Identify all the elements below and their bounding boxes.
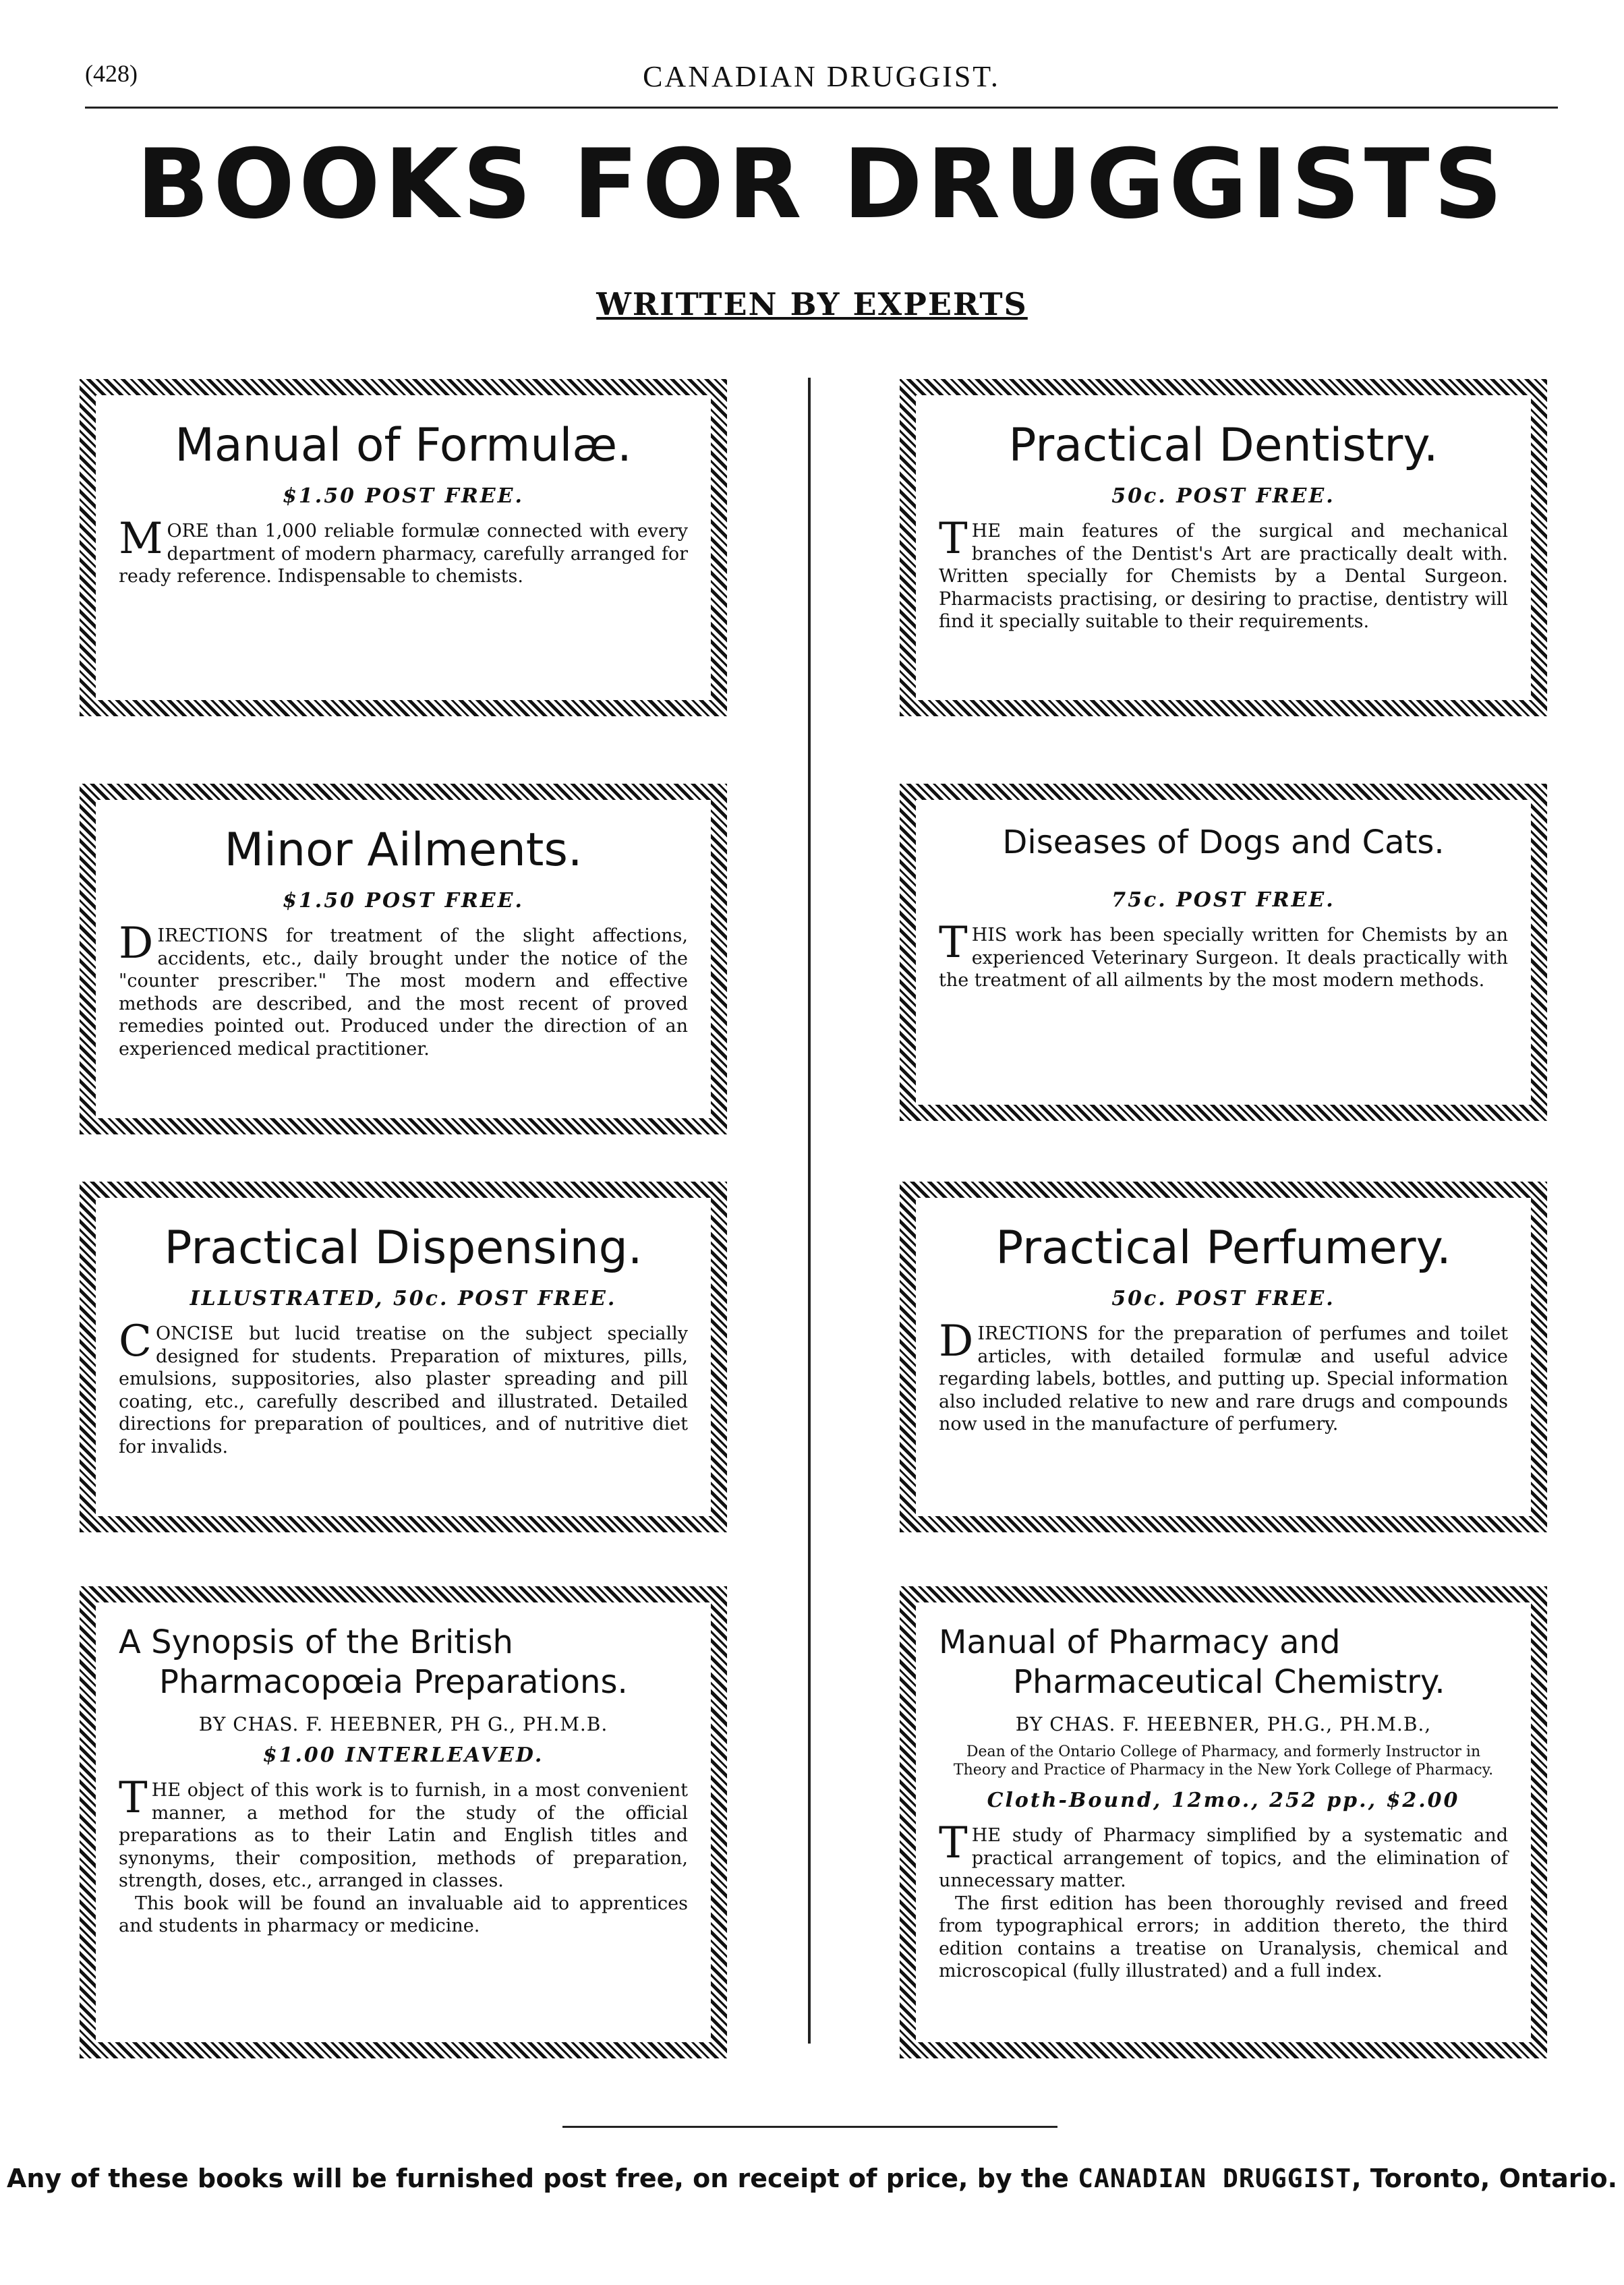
book-description-extra: This book will be found an invaluable aid to apprentices and students in pharmacy or medicine. (119, 1892, 688, 1937)
book-description: DIRECTIONS for the preparation of perfumes and toilet articles, with detailed formulæ and useful advice regarding labels, bottles, and putting up. Special information also included relative to new and rare drugs and compounds now used in the manufacture of perfumery. (939, 1317, 1508, 1435)
book-description-extra: The first edition has been thoroughly revised and freed from typographical errors; in addition thereto, the third edition contains a treatise on Uranalysis, chemical and microscopical (fully illustrated) and a full index. (939, 1892, 1508, 1982)
book-description: DIRECTIONS for treatment of the slight affections, accidents, etc., daily brought under the notice of the "counter prescriber." The most modern and effective methods are described, and the most recent of proved remedies pointed out. Produced under the direction of an experienced medical practitioner. (119, 919, 688, 1060)
page-header (85, 59, 1558, 109)
book-price: $1.00 INTERLEAVED. (262, 1743, 544, 1768)
book-price: ILLUSTRATED, 50c. POST FREE. (190, 1287, 617, 1311)
book-card-practical-perfumery (900, 1182, 1547, 1532)
book-title: Minor Ailments. (224, 823, 583, 877)
book-title: Practical Dentistry. (1008, 419, 1439, 472)
book-title: Diseases of Dogs and Cats. (1002, 823, 1445, 861)
book-title-line-1: A Synopsis of the British (119, 1623, 513, 1661)
book-price: $1.50 POST FREE. (283, 889, 524, 913)
book-description: CONCISE but lucid treatise on the subject specially designed for students. Preparation of mixtures, pills, emulsions, suppositories, also plaster spreading and pill coating, etc., carefully described and illustrated. Detailed directions for preparation of poultices, and of nutritive diet for invalids. (119, 1317, 688, 1457)
column-divider (808, 378, 811, 2044)
footer-rule (562, 2126, 1057, 2128)
book-title-line-1: Manual of Pharmacy and (939, 1623, 1341, 1661)
book-title-line-2: Pharmaceutical Chemistry. (1013, 1663, 1445, 1702)
book-title-line-2: Pharmacopœia Preparations. (159, 1663, 628, 1702)
running-title: CANADIAN DRUGGIST. (643, 60, 1000, 93)
page-number: (428) (85, 60, 138, 87)
book-card-minor-ailments (80, 784, 727, 1134)
book-price: 75c. POST FREE. (1111, 888, 1335, 913)
book-price: Cloth-Bound, 12mo., 252 pp., $2.00 (987, 1789, 1460, 1813)
book-card-synopsis-british-pharmacopoeia (80, 1586, 727, 2058)
footer-text-before: Any of these books will be furnished post free, on receipt of price, by the (6, 2164, 1078, 2193)
book-price: $1.50 POST FREE. (283, 484, 524, 509)
book-description: THE main features of the surgical and mechanical branches of the Dentist's Art are practically dealt with. Written specially for Chemists by a Dental Surgeon. Pharmacists practising, or desiring to practise, dentistry will find it specially suitable to their requirements. (939, 514, 1508, 633)
book-title: Practical Dispensing. (164, 1221, 643, 1275)
footer-text-after: , Toronto, Ontario. (1352, 2164, 1618, 2193)
book-card-manual-of-formulae (80, 379, 727, 716)
page-title: BOOKS FOR DRUGGISTS (136, 129, 1507, 240)
book-description: THIS work has been specially written for Chemists by an experienced Veterinary Surgeon. It deals practically with the treatment of all ailments by the most modern methods. (939, 918, 1508, 991)
book-card-diseases-dogs-cats (900, 784, 1547, 1121)
book-author: BY CHAS. F. HEEBNER, PH G., PH.M.B. (198, 1713, 608, 1736)
book-title: Manual of Formulæ. (175, 419, 632, 472)
book-author: BY CHAS. F. HEEBNER, PH.G., PH.M.B., (1015, 1713, 1432, 1736)
book-description: THE study of Pharmacy simplified by a systematic and practical arrangement of topics, and the elimination of unnecessary matter. (939, 1818, 1508, 1892)
book-card-practical-dispensing (80, 1182, 727, 1532)
author-credentials: Dean of the Ontario College of Pharmacy, and formerly Instructor in Theory and Practice of Pharmacy in the New York College of Pharmacy. (953, 1743, 1494, 1778)
footer-note (0, 2164, 1624, 2193)
book-description: THE object of this work is to furnish, in a most convenient manner, a method for the study of the official preparations as to their Latin and English titles and synonyms, their composition, methods of preparation, strength, doses, etc., arranged in classes. (119, 1773, 688, 1892)
book-card-manual-of-pharmacy (900, 1586, 1547, 2058)
footer-brand: CANADIAN DRUGGIST (1078, 2164, 1352, 2193)
book-price: 50c. POST FREE. (1111, 484, 1335, 509)
book-card-practical-dentistry (900, 379, 1547, 716)
book-price: 50c. POST FREE. (1111, 1287, 1335, 1311)
page-subtitle: WRITTEN BY EXPERTS (596, 286, 1028, 322)
book-description: MORE than 1,000 reliable formulæ connected with every department of modern pharmacy, carefully arranged for ready reference. Indispensable to chemists. (119, 514, 688, 587)
book-title: Practical Perfumery. (995, 1221, 1451, 1275)
